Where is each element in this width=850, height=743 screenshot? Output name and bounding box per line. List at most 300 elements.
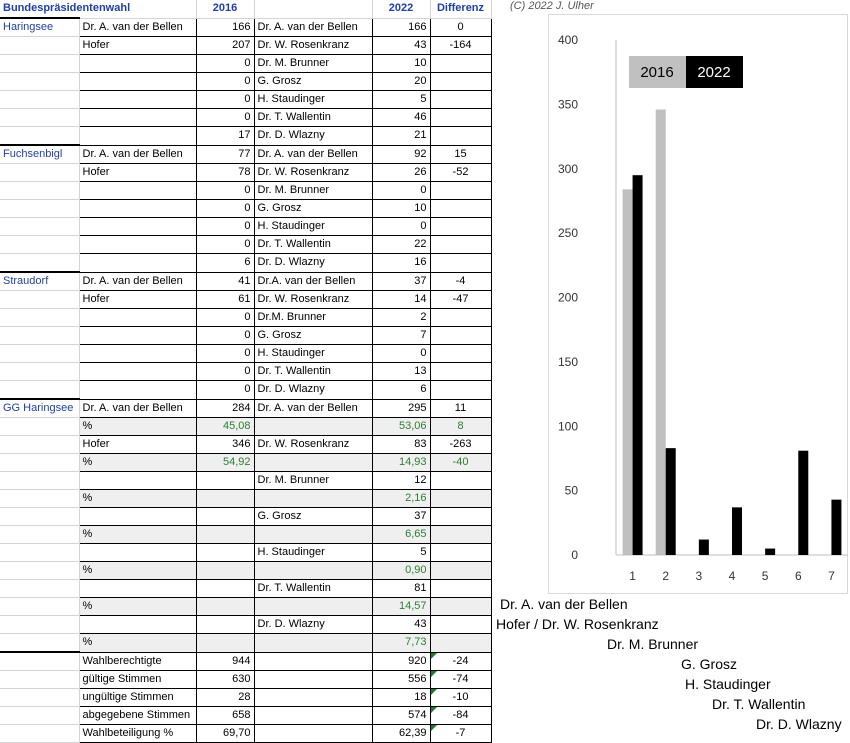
votes-2022-cell[interactable]: 5: [372, 544, 430, 562]
difference-cell[interactable]: [430, 73, 491, 91]
votes-2022-cell[interactable]: 21: [372, 127, 430, 146]
difference-cell[interactable]: -40: [430, 454, 491, 472]
candidate-2022-cell[interactable]: Dr. W. Rosenkranz: [254, 436, 372, 454]
votes-2022-cell[interactable]: 18: [372, 689, 430, 707]
municipality-cell[interactable]: [0, 418, 79, 436]
difference-cell[interactable]: [430, 544, 491, 562]
table-row: [0, 580, 491, 598]
municipality-cell[interactable]: [0, 472, 79, 490]
votes-2016-cell[interactable]: [196, 580, 254, 598]
difference-cell[interactable]: 8: [430, 418, 491, 436]
votes-2022-cell[interactable]: 14: [372, 291, 430, 309]
difference-cell[interactable]: [430, 327, 491, 345]
votes-2022-cell[interactable]: 46: [372, 109, 430, 127]
votes-2016-cell[interactable]: [196, 544, 254, 562]
candidate-2016-cell[interactable]: Dr. A. van der Bellen: [79, 145, 196, 164]
y-tick-label: 100: [557, 419, 578, 434]
candidate-2022-cell[interactable]: [254, 652, 372, 671]
votes-2016-cell[interactable]: [196, 598, 254, 616]
municipality-cell[interactable]: [0, 236, 79, 254]
votes-2022-cell[interactable]: 0: [372, 218, 430, 236]
candidate-2022-cell[interactable]: [254, 671, 372, 689]
candidate-2022-cell[interactable]: Dr. A. van der Bellen: [254, 399, 372, 418]
votes-2016-cell[interactable]: 0: [196, 200, 254, 218]
votes-2022-cell[interactable]: 16: [372, 254, 430, 273]
municipality-cell[interactable]: [0, 454, 79, 472]
difference-cell[interactable]: [430, 91, 491, 109]
table-row: [0, 652, 491, 671]
difference-cell[interactable]: -84: [430, 707, 491, 725]
municipality-cell[interactable]: [0, 616, 79, 634]
y-tick-label: 150: [557, 354, 578, 369]
votes-2016-cell[interactable]: 45,08: [196, 418, 254, 436]
candidate-2016-cell[interactable]: Hofer: [79, 37, 196, 55]
candidate-2022-cell[interactable]: Dr. T. Wallentin: [254, 580, 372, 598]
candidate-2022-cell[interactable]: [254, 725, 372, 743]
candidate-2016-cell[interactable]: [79, 580, 196, 598]
bar-2016-2: [656, 110, 666, 555]
votes-2016-cell[interactable]: 0: [196, 327, 254, 345]
difference-cell[interactable]: [430, 526, 491, 544]
votes-2016-cell[interactable]: 0: [196, 363, 254, 381]
candidate-2016-cell[interactable]: %: [79, 526, 196, 544]
candidate-2016-cell[interactable]: Dr. A. van der Bellen: [79, 272, 196, 291]
difference-cell[interactable]: [430, 562, 491, 580]
table-row: [0, 145, 491, 164]
difference-cell[interactable]: -10: [430, 689, 491, 707]
votes-2022-cell[interactable]: 62,39: [372, 725, 430, 743]
municipality-cell[interactable]: [0, 218, 79, 236]
table-row: [0, 689, 491, 707]
municipality-cell[interactable]: [0, 182, 79, 200]
votes-2016-cell[interactable]: 77: [196, 145, 254, 164]
candidate-2016-cell[interactable]: Wahlberechtigte: [79, 652, 196, 671]
municipality-cell[interactable]: [0, 291, 79, 309]
votes-2022-cell[interactable]: 26: [372, 164, 430, 182]
votes-2016-cell[interactable]: 54,92: [196, 454, 254, 472]
bar-2022-5: [765, 549, 775, 555]
table-row: [0, 55, 491, 73]
bar-2022-7: [831, 500, 841, 555]
table-row: [0, 272, 491, 291]
difference-cell[interactable]: [430, 182, 491, 200]
municipality-cell[interactable]: [0, 652, 79, 671]
candidate-2016-cell[interactable]: Hofer: [79, 164, 196, 182]
votes-2016-cell[interactable]: 0: [196, 91, 254, 109]
votes-2022-cell[interactable]: 92: [372, 145, 430, 164]
candidate-2016-cell[interactable]: abgegebene Stimmen: [79, 707, 196, 725]
candidate-2016-cell[interactable]: %: [79, 562, 196, 580]
candidate-2022-cell[interactable]: Dr.A. van der Bellen: [254, 272, 372, 291]
votes-2016-cell[interactable]: 41: [196, 272, 254, 291]
difference-cell[interactable]: -4: [430, 272, 491, 291]
votes-2016-cell[interactable]: 0: [196, 182, 254, 200]
table-row: [0, 73, 491, 91]
municipality-cell[interactable]: [0, 109, 79, 127]
bar-2022-3: [699, 540, 709, 555]
votes-2016-cell[interactable]: 0: [196, 55, 254, 73]
votes-2016-cell[interactable]: 0: [196, 345, 254, 363]
table-row: [0, 490, 491, 508]
votes-2016-cell[interactable]: [196, 634, 254, 653]
table-row: [0, 218, 491, 236]
votes-2022-cell[interactable]: 14,57: [372, 598, 430, 616]
difference-cell[interactable]: -7: [430, 725, 491, 743]
sheet-title[interactable]: Bundespräsidentenwahl: [0, 0, 196, 18]
candidate-2022-cell[interactable]: Dr. T. Wallentin: [254, 109, 372, 127]
bar-2022-1: [633, 175, 643, 555]
table-row: [0, 164, 491, 182]
votes-2016-cell[interactable]: [196, 472, 254, 490]
votes-2016-cell[interactable]: 658: [196, 707, 254, 725]
votes-2022-cell[interactable]: 6,65: [372, 526, 430, 544]
table-row: [0, 182, 491, 200]
candidate-2022-cell[interactable]: [254, 454, 372, 472]
votes-2016-cell[interactable]: 28: [196, 689, 254, 707]
candidate-2016-cell[interactable]: [79, 472, 196, 490]
candidate-2022-cell[interactable]: [254, 634, 372, 653]
difference-cell[interactable]: [430, 55, 491, 73]
difference-cell[interactable]: 0: [430, 18, 491, 37]
difference-cell[interactable]: [430, 218, 491, 236]
municipality-cell[interactable]: [0, 327, 79, 345]
difference-cell[interactable]: [430, 381, 491, 400]
votes-2022-cell[interactable]: 295: [372, 399, 430, 418]
candidate-2016-cell[interactable]: [79, 127, 196, 146]
difference-cell[interactable]: -74: [430, 671, 491, 689]
difference-cell[interactable]: [430, 127, 491, 146]
candidate-2016-cell[interactable]: ungültige Stimmen: [79, 689, 196, 707]
municipality-cell[interactable]: Fuchsenbigl: [0, 145, 79, 164]
candidate-legend-item: H. Staudinger: [685, 676, 771, 692]
candidate-2016-cell[interactable]: %: [79, 418, 196, 436]
y-tick-label: 350: [557, 97, 578, 112]
table-row: [0, 91, 491, 109]
votes-2022-cell[interactable]: 920: [372, 652, 430, 671]
votes-2016-cell[interactable]: 0: [196, 73, 254, 91]
candidate-2022-cell[interactable]: Dr. W. Rosenkranz: [254, 164, 372, 182]
candidate-2022-cell[interactable]: Dr. D. Wlazny: [254, 127, 372, 146]
candidate-2022-cell[interactable]: G. Grosz: [254, 200, 372, 218]
difference-cell[interactable]: -52: [430, 164, 491, 182]
difference-cell[interactable]: [430, 345, 491, 363]
table-row: [0, 127, 491, 146]
candidate-2016-cell[interactable]: %: [79, 598, 196, 616]
candidate-2016-cell[interactable]: [79, 616, 196, 634]
municipality-cell[interactable]: [0, 671, 79, 689]
votes-2022-cell[interactable]: 81: [372, 580, 430, 598]
candidate-2016-cell[interactable]: gültige Stimmen: [79, 671, 196, 689]
table-row: [0, 236, 491, 254]
municipality-cell[interactable]: [0, 37, 79, 55]
candidate-2022-cell[interactable]: Dr. D. Wlazny: [254, 616, 372, 634]
votes-2016-cell[interactable]: 78: [196, 164, 254, 182]
votes-2016-cell[interactable]: 346: [196, 436, 254, 454]
candidate-2022-cell[interactable]: [254, 598, 372, 616]
candidate-2016-cell[interactable]: [79, 544, 196, 562]
candidate-2022-cell[interactable]: [254, 562, 372, 580]
bar-2022-6: [798, 451, 808, 555]
table-row: [0, 18, 491, 37]
candidate-2016-cell[interactable]: [79, 309, 196, 327]
header-empty-cell[interactable]: [254, 0, 372, 18]
difference-cell[interactable]: [430, 109, 491, 127]
difference-cell[interactable]: [430, 616, 491, 634]
candidate-2016-cell[interactable]: [79, 345, 196, 363]
votes-2016-cell[interactable]: 17: [196, 127, 254, 146]
candidate-2022-cell[interactable]: Dr. M. Brunner: [254, 55, 372, 73]
votes-2022-cell[interactable]: 2,16: [372, 490, 430, 508]
votes-2022-cell[interactable]: 574: [372, 707, 430, 725]
candidate-2022-cell[interactable]: H. Staudinger: [254, 544, 372, 562]
municipality-cell[interactable]: [0, 73, 79, 91]
votes-2016-cell[interactable]: 0: [196, 109, 254, 127]
difference-cell[interactable]: [430, 508, 491, 526]
candidate-2022-cell[interactable]: [254, 526, 372, 544]
votes-2022-cell[interactable]: 37: [372, 272, 430, 291]
candidate-2016-cell[interactable]: [79, 236, 196, 254]
y-tick-label: 250: [557, 226, 578, 241]
candidate-2016-cell[interactable]: [79, 109, 196, 127]
municipality-cell[interactable]: [0, 345, 79, 363]
votes-2022-cell[interactable]: 0: [372, 345, 430, 363]
difference-cell[interactable]: [430, 472, 491, 490]
municipality-cell[interactable]: [0, 598, 79, 616]
y-tick-label: 200: [557, 290, 578, 305]
municipality-cell[interactable]: [0, 254, 79, 273]
votes-2022-cell[interactable]: 10: [372, 55, 430, 73]
candidate-2022-cell[interactable]: Dr. W. Rosenkranz: [254, 37, 372, 55]
municipality-cell[interactable]: [0, 381, 79, 400]
candidate-2016-cell[interactable]: [79, 508, 196, 526]
municipality-cell[interactable]: [0, 490, 79, 508]
difference-cell[interactable]: [430, 236, 491, 254]
votes-2022-cell[interactable]: 43: [372, 37, 430, 55]
municipality-cell[interactable]: [0, 309, 79, 327]
candidate-2022-cell[interactable]: [254, 418, 372, 436]
municipality-cell[interactable]: [0, 544, 79, 562]
y-tick-label: 50: [564, 483, 578, 498]
municipality-cell[interactable]: [0, 634, 79, 653]
votes-2016-cell[interactable]: 207: [196, 37, 254, 55]
candidate-2016-cell[interactable]: [79, 254, 196, 273]
candidate-2022-cell[interactable]: Dr.M. Brunner: [254, 309, 372, 327]
candidate-2016-cell[interactable]: [79, 73, 196, 91]
municipality-cell[interactable]: GG Haringsee: [0, 399, 79, 418]
table-row: [0, 598, 491, 616]
votes-2022-cell[interactable]: 7: [372, 327, 430, 345]
difference-cell[interactable]: [430, 634, 491, 653]
table-row: [0, 671, 491, 689]
candidate-2022-cell[interactable]: Dr. M. Brunner: [254, 472, 372, 490]
bar-2016-1: [623, 189, 633, 555]
candidate-2016-cell[interactable]: [79, 363, 196, 381]
legend-label-2016: 2016: [640, 64, 674, 81]
votes-2022-cell[interactable]: 2: [372, 309, 430, 327]
municipality-cell[interactable]: Haringsee: [0, 18, 79, 37]
municipality-cell[interactable]: [0, 164, 79, 182]
municipality-cell[interactable]: [0, 689, 79, 707]
bar-2022-2: [666, 448, 676, 555]
candidate-2022-cell[interactable]: Dr. A. van der Bellen: [254, 18, 372, 37]
candidate-legend-item: Dr. A. van der Bellen: [500, 596, 628, 612]
votes-2022-cell[interactable]: 14,93: [372, 454, 430, 472]
votes-2022-cell[interactable]: 0: [372, 182, 430, 200]
votes-2022-cell[interactable]: 37: [372, 508, 430, 526]
votes-2016-cell[interactable]: 0: [196, 381, 254, 400]
votes-2016-cell[interactable]: 284: [196, 399, 254, 418]
difference-cell[interactable]: -24: [430, 652, 491, 671]
candidate-2022-cell[interactable]: Dr. M. Brunner: [254, 182, 372, 200]
votes-2022-cell[interactable]: 12: [372, 472, 430, 490]
difference-cell[interactable]: [430, 200, 491, 218]
difference-cell[interactable]: -263: [430, 436, 491, 454]
candidate-2016-cell[interactable]: [79, 91, 196, 109]
municipality-cell[interactable]: [0, 200, 79, 218]
candidate-2022-cell[interactable]: H. Staudinger: [254, 218, 372, 236]
candidate-2016-cell[interactable]: [79, 218, 196, 236]
votes-2022-cell[interactable]: 5: [372, 91, 430, 109]
municipality-cell[interactable]: [0, 526, 79, 544]
votes-2022-cell[interactable]: 83: [372, 436, 430, 454]
votes-2016-cell[interactable]: 0: [196, 309, 254, 327]
table-row: [0, 634, 491, 653]
votes-2016-cell[interactable]: [196, 616, 254, 634]
candidate-2022-cell[interactable]: H. Staudinger: [254, 345, 372, 363]
votes-2016-cell[interactable]: [196, 490, 254, 508]
difference-cell[interactable]: -164: [430, 37, 491, 55]
candidate-2016-cell[interactable]: Hofer: [79, 291, 196, 309]
municipality-cell[interactable]: [0, 580, 79, 598]
candidate-2016-cell[interactable]: [79, 200, 196, 218]
candidate-legend-item: Hofer / Dr. W. Rosenkranz: [496, 616, 659, 632]
year-2016-header[interactable]: 2016: [196, 0, 254, 18]
difference-cell[interactable]: [430, 254, 491, 273]
table-row: [0, 454, 491, 472]
table-row: [0, 508, 491, 526]
votes-2016-cell[interactable]: 61: [196, 291, 254, 309]
votes-2022-cell[interactable]: 13: [372, 363, 430, 381]
difference-cell[interactable]: [430, 490, 491, 508]
votes-2016-cell[interactable]: 69,70: [196, 725, 254, 743]
votes-2016-cell[interactable]: 6: [196, 254, 254, 273]
table-row: [0, 526, 491, 544]
municipality-cell[interactable]: [0, 725, 79, 743]
votes-2022-cell[interactable]: 6: [372, 381, 430, 400]
table-row: [0, 363, 491, 381]
candidate-2022-cell[interactable]: [254, 490, 372, 508]
difference-cell[interactable]: -47: [430, 291, 491, 309]
candidate-2022-cell[interactable]: Dr. T. Wallentin: [254, 363, 372, 381]
candidate-2016-cell[interactable]: [79, 55, 196, 73]
candidate-2022-cell[interactable]: H. Staudinger: [254, 91, 372, 109]
table-row: [0, 109, 491, 127]
header-row: [0, 0, 491, 18]
votes-2016-cell[interactable]: [196, 562, 254, 580]
candidate-2022-cell[interactable]: Dr. D. Wlazny: [254, 381, 372, 400]
municipality-cell[interactable]: Straudorf: [0, 272, 79, 291]
difference-cell[interactable]: 11: [430, 399, 491, 418]
table-row: [0, 381, 491, 400]
votes-2016-cell[interactable]: 0: [196, 218, 254, 236]
candidate-2016-cell[interactable]: Wahlbeteiligung %: [79, 725, 196, 743]
x-tick-label: 3: [695, 569, 703, 583]
difference-cell[interactable]: [430, 580, 491, 598]
x-tick-label: 7: [828, 569, 835, 583]
municipality-cell[interactable]: [0, 91, 79, 109]
candidate-2016-cell[interactable]: [79, 182, 196, 200]
candidate-2022-cell[interactable]: Dr. D. Wlazny: [254, 254, 372, 273]
bar-chart: [548, 14, 848, 594]
difference-cell[interactable]: 15: [430, 145, 491, 164]
votes-2016-cell[interactable]: 944: [196, 652, 254, 671]
candidate-2022-cell[interactable]: G. Grosz: [254, 73, 372, 91]
chart-legend: [629, 56, 743, 88]
votes-2022-cell[interactable]: 53,06: [372, 418, 430, 436]
candidate-2016-cell[interactable]: %: [79, 454, 196, 472]
municipality-cell[interactable]: [0, 55, 79, 73]
votes-2022-cell[interactable]: 10: [372, 200, 430, 218]
votes-2022-cell[interactable]: 22: [372, 236, 430, 254]
votes-2022-cell[interactable]: 20: [372, 73, 430, 91]
votes-2016-cell[interactable]: 0: [196, 236, 254, 254]
difference-cell[interactable]: [430, 309, 491, 327]
votes-2016-cell[interactable]: 630: [196, 671, 254, 689]
difference-cell[interactable]: [430, 363, 491, 381]
candidate-2016-cell[interactable]: [79, 327, 196, 345]
difference-header[interactable]: Differenz: [430, 0, 491, 18]
candidate-2022-cell[interactable]: Dr. T. Wallentin: [254, 236, 372, 254]
table-row: [0, 725, 491, 743]
candidate-2016-cell[interactable]: Dr. A. van der Bellen: [79, 18, 196, 37]
candidate-2022-cell[interactable]: [254, 689, 372, 707]
municipality-cell[interactable]: [0, 508, 79, 526]
municipality-cell[interactable]: [0, 363, 79, 381]
municipality-cell[interactable]: [0, 127, 79, 146]
candidate-legend-item: G. Grosz: [681, 656, 738, 672]
candidate-2022-cell[interactable]: Dr. W. Rosenkranz: [254, 291, 372, 309]
votes-2022-cell[interactable]: 43: [372, 616, 430, 634]
table-row: [0, 309, 491, 327]
votes-2016-cell[interactable]: 166: [196, 18, 254, 37]
candidate-2022-cell[interactable]: G. Grosz: [254, 508, 372, 526]
table-row: [0, 200, 491, 218]
candidate-2022-cell[interactable]: G. Grosz: [254, 327, 372, 345]
votes-2022-cell[interactable]: 166: [372, 18, 430, 37]
votes-2016-cell[interactable]: [196, 508, 254, 526]
votes-2022-cell[interactable]: 556: [372, 671, 430, 689]
x-tick-label: 1: [629, 569, 636, 583]
candidate-2022-cell[interactable]: [254, 707, 372, 725]
difference-cell[interactable]: [430, 598, 491, 616]
candidate-2016-cell[interactable]: Dr. A. van der Bellen: [79, 399, 196, 418]
table-row: [0, 327, 491, 345]
table-row: [0, 472, 491, 490]
municipality-cell[interactable]: [0, 436, 79, 454]
candidate-2016-cell[interactable]: Hofer: [79, 436, 196, 454]
votes-2022-cell[interactable]: 0,90: [372, 562, 430, 580]
candidate-2016-cell[interactable]: %: [79, 634, 196, 653]
candidate-2016-cell[interactable]: %: [79, 490, 196, 508]
votes-2016-cell[interactable]: [196, 526, 254, 544]
votes-2022-cell[interactable]: 7,73: [372, 634, 430, 653]
candidate-2016-cell[interactable]: [79, 381, 196, 400]
year-2022-header[interactable]: 2022: [372, 0, 430, 18]
municipality-cell[interactable]: [0, 562, 79, 580]
municipality-cell[interactable]: [0, 707, 79, 725]
y-tick-label: 300: [557, 161, 578, 176]
candidate-2022-cell[interactable]: Dr. A. van der Bellen: [254, 145, 372, 164]
